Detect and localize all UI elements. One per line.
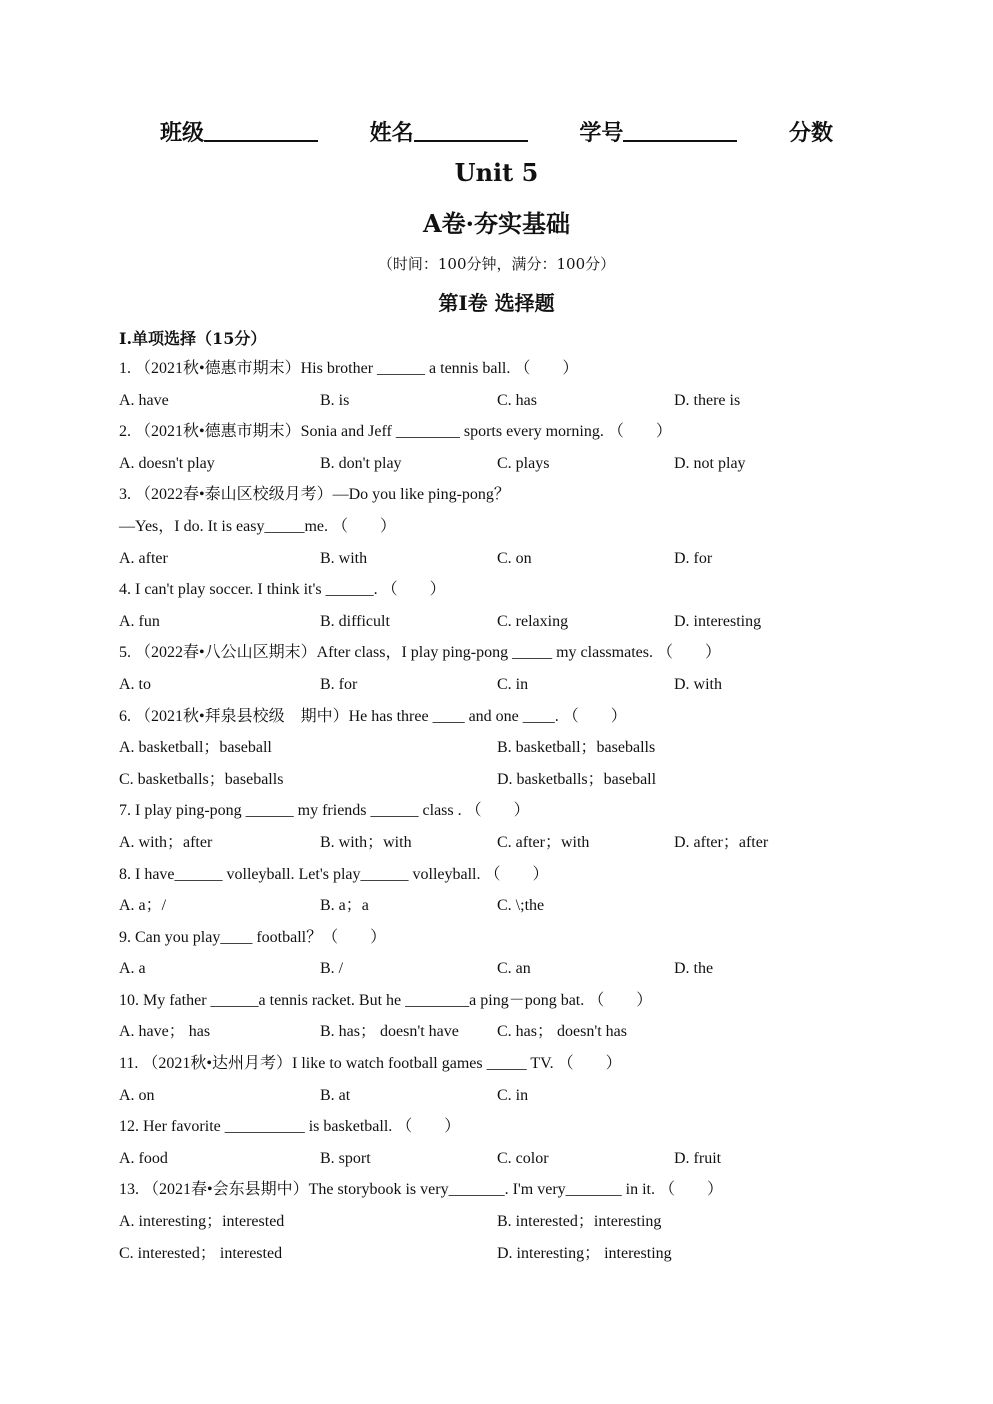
option-choice[interactable]: A. after xyxy=(119,549,168,567)
option-choice[interactable]: A. food xyxy=(119,1149,168,1167)
question-stem: 8. I have______ volleyball. Let's play______ volleyball. （ ） xyxy=(119,865,549,883)
question-stem: 1. （2021秋•德惠市期末）His brother ______ a tennis ball. （ ） xyxy=(119,360,579,377)
options-row xyxy=(119,1238,899,1270)
options-row xyxy=(119,1080,899,1112)
question-stem: —Yes，I do. It is easy_____me. （ ） xyxy=(119,517,397,535)
question-stem: 6. （2021秋•拜泉县校级 期中）He has three ____ and one ____. （ ） xyxy=(119,707,627,725)
question-stem: 7. I play ping-pong ______ my friends ______ class . （ ） xyxy=(119,802,530,820)
question-stem: 2. （2021秋•德惠市期末）Sonia and Jeff ________ sports every morning. （ ） xyxy=(119,423,672,441)
part-title: 第Ⅰ卷 选择题 xyxy=(438,291,555,315)
option-choice[interactable]: D. with xyxy=(674,675,722,693)
question-item xyxy=(119,922,899,985)
option-choice[interactable]: D. not play xyxy=(674,454,746,472)
option-choice[interactable]: B. difficult xyxy=(320,612,390,630)
option-choice[interactable]: A. doesn't play xyxy=(119,454,215,472)
sub-title: A卷·夯实基础 xyxy=(423,209,570,238)
options-row xyxy=(119,827,899,859)
option-choice[interactable]: C. on xyxy=(497,549,532,567)
question-item xyxy=(119,1048,899,1111)
options-row xyxy=(119,543,899,575)
option-choice[interactable]: B. don't play xyxy=(320,454,402,472)
option-choice[interactable]: B. sport xyxy=(320,1149,371,1167)
options-row xyxy=(119,1143,899,1175)
id-label: 学号 xyxy=(579,120,624,146)
question-stem: 9. Can you play____ football？（ ） xyxy=(119,928,387,946)
name-label: 姓名 xyxy=(369,120,414,146)
question-item xyxy=(119,985,899,1048)
option-choice[interactable]: B. with xyxy=(320,549,368,567)
options-row xyxy=(119,1206,899,1238)
student-info-header xyxy=(0,116,993,147)
option-choice[interactable]: B. for xyxy=(320,675,358,693)
name-blank[interactable] xyxy=(414,140,528,142)
option-choice[interactable]: C. in xyxy=(497,675,529,693)
question-item xyxy=(119,795,899,858)
option-choice[interactable]: C. in xyxy=(497,1086,529,1104)
option-choice[interactable]: D. after；after xyxy=(674,833,769,851)
class-label: 班级 xyxy=(159,120,204,146)
option-choice[interactable]: A. a；/ xyxy=(119,897,167,915)
option-choice[interactable]: B. a；a xyxy=(320,897,369,915)
option-choice[interactable]: C. basketballs；baseballs xyxy=(119,770,284,788)
option-choice[interactable]: C. interested； interested xyxy=(119,1244,283,1262)
question-stem: 11. （2021秋•达州月考）I like to watch football games _____ TV. （ ） xyxy=(119,1055,622,1073)
option-choice[interactable]: D. interesting xyxy=(674,612,762,630)
option-choice[interactable]: A. fun xyxy=(119,612,160,630)
question-item xyxy=(119,859,899,922)
option-choice[interactable]: A. with；after xyxy=(119,833,213,851)
question-stem: 3. （2022春•泰山区校级月考）—Do you like ping-pong？ xyxy=(119,486,510,504)
option-choice[interactable]: D. interesting； interesting xyxy=(497,1244,672,1262)
option-choice[interactable]: D. there is xyxy=(674,391,741,409)
option-choice[interactable]: C. an xyxy=(497,960,531,978)
options-row xyxy=(119,890,899,922)
option-choice[interactable]: A. have xyxy=(119,391,169,409)
option-choice[interactable]: A. on xyxy=(119,1086,155,1104)
option-choice[interactable]: B. has； doesn't have xyxy=(320,1023,459,1041)
question-stem: 4. I can't play soccer. I think it's ______. （ ） xyxy=(119,581,446,599)
option-choice[interactable]: C. \;the xyxy=(497,897,545,915)
option-choice[interactable]: B. interested；interesting xyxy=(497,1213,662,1231)
options-row xyxy=(119,385,899,417)
unit-title: Unit 5 xyxy=(454,158,539,187)
options-row xyxy=(119,953,899,985)
option-choice[interactable]: C. has xyxy=(497,391,537,409)
question-item xyxy=(119,637,899,700)
option-choice[interactable]: D. the xyxy=(674,960,714,978)
option-choice[interactable]: A. basketball；baseball xyxy=(119,739,272,757)
class-field xyxy=(160,116,318,147)
option-choice[interactable]: C. after；with xyxy=(497,833,590,851)
question-stem: 5. （2022春•八公山区期末）After class，I play ping-pong _____ my classmates. （ ） xyxy=(119,644,721,662)
question-item xyxy=(119,1111,899,1174)
option-choice[interactable]: C. has； doesn't has xyxy=(497,1023,627,1041)
time-info: （时间：100分钟，满分：100分） xyxy=(377,255,616,273)
option-choice[interactable]: C. relaxing xyxy=(497,612,569,630)
question-stem: 13. （2021春•会东县期中）The storybook is very_______. I'm very_______ in it. （ ） xyxy=(119,1181,724,1199)
question-item xyxy=(119,574,899,637)
question-stem: 12. Her favorite __________ is basketball. （ ） xyxy=(119,1118,461,1136)
option-choice[interactable]: B. at xyxy=(320,1086,351,1104)
option-choice[interactable]: A. have； has xyxy=(119,1023,211,1041)
options-row xyxy=(119,669,899,701)
question-list xyxy=(119,353,899,1269)
question-item xyxy=(119,1174,899,1269)
name-field xyxy=(370,116,528,147)
options-row xyxy=(119,764,899,796)
id-field xyxy=(579,116,737,147)
option-choice[interactable]: A. to xyxy=(119,675,151,693)
option-choice[interactable]: B. basketball；baseballs xyxy=(497,739,656,757)
option-choice[interactable]: A. interesting；interested xyxy=(119,1213,285,1231)
option-choice[interactable]: B. is xyxy=(320,391,350,409)
options-row xyxy=(119,606,899,638)
options-row xyxy=(119,732,899,764)
option-choice[interactable]: A. a xyxy=(119,960,146,978)
option-choice[interactable]: D. fruit xyxy=(674,1149,722,1167)
question-item xyxy=(119,353,899,416)
question-item xyxy=(119,416,899,479)
option-choice[interactable]: B. with；with xyxy=(320,833,412,851)
option-choice[interactable]: C. plays xyxy=(497,454,550,472)
id-blank[interactable] xyxy=(623,140,737,142)
options-row xyxy=(119,1016,899,1048)
option-choice[interactable]: D. for xyxy=(674,549,713,567)
section-title: I.单项选择（15分） xyxy=(119,329,267,348)
question-item xyxy=(119,701,899,796)
class-blank[interactable] xyxy=(204,140,318,142)
score-label: 分数 xyxy=(789,120,834,146)
option-choice[interactable]: B. / xyxy=(320,960,344,978)
question-stem: 10. My father ______a tennis racket. But he ________a ping－pong bat. （ ） xyxy=(119,991,653,1009)
question-item xyxy=(119,479,899,574)
option-choice[interactable]: C. color xyxy=(497,1149,549,1167)
score-field xyxy=(789,116,833,147)
option-choice[interactable]: D. basketballs；baseball xyxy=(497,770,657,788)
options-row xyxy=(119,448,899,480)
